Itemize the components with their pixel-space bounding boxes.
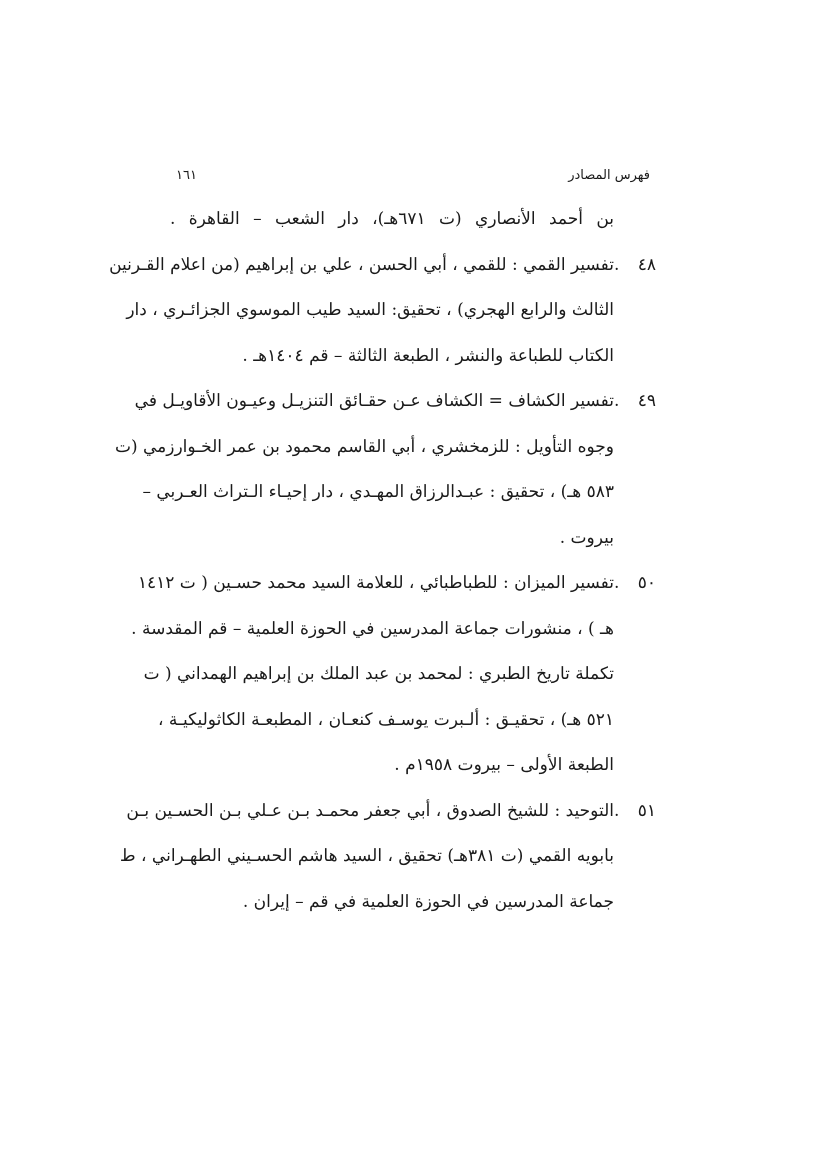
line-text: الطبعة الأولى – بيروت ١٩٥٨م . [394, 755, 614, 775]
line-text: هـ ) ، منشورات جماعة المدرسين في الحوزة العلمية – قم المقدسة . [131, 618, 614, 639]
text-line [170, 197, 656, 243]
line-text: بن أحمد الأنصاري (ت ٦٧١هـ)، دار الشعب – القاهرة . [170, 209, 615, 229]
text-line [126, 288, 656, 334]
line-text: ٥٢١ هـ) ، تحقيـق : ألـبرت يوسـف كنعـان ، المطبعـة الكاثوليكيـة ، [157, 709, 614, 730]
text-line [134, 379, 656, 425]
line-text: تفسير الكشاف = الكشاف عـن حقـائق التنزيـل وعيـون الأقاويـل في [134, 391, 614, 411]
text-line [170, 516, 656, 562]
text-line [126, 789, 656, 835]
line-text: تكملة تاريخ الطبري : لمحمد بن عبد الملك بن إبراهيم الهمداني ( ت [143, 664, 614, 684]
text-line [170, 880, 656, 926]
line-text: جماعة المدرسين في الحوزة العلمية في قم – إيران . [242, 891, 614, 912]
text-line [170, 334, 656, 380]
text-line [131, 607, 656, 653]
line-text: تفسير الميزان : للطباطبائي ، للعلامة السيد محمد حسـين ( ت ١٤١٢ [137, 573, 614, 593]
text-line [137, 561, 656, 607]
text-line [119, 834, 656, 880]
entry-number: ٥٠ . [614, 573, 656, 593]
text-line [170, 743, 656, 789]
text-line [143, 652, 656, 698]
line-text: تفسير القمي : للقمي ، أبي الحسن ، علي بن إبراهيم (من اعلام القـرنين [109, 254, 614, 275]
text-line [157, 698, 656, 744]
page-number: ١٦١ [176, 168, 197, 183]
entry-number: ٤٨ . [614, 254, 656, 275]
running-header [176, 164, 650, 188]
entry-number: ٥١ . [614, 800, 656, 821]
line-text: بيروت . [559, 527, 614, 548]
bibliography-list [109, 197, 656, 925]
line-text: الثالث والرابع الهجري) ، تحقيق: السيد طيب الموسوي الجزائـري ، دار [126, 300, 614, 320]
text-line [142, 470, 656, 516]
text-line [109, 243, 656, 289]
header-title: فهرس المصادر [568, 168, 650, 183]
text-line [114, 425, 656, 471]
line-text: بابويه القمي (ت ٣٨١هـ) تحقيق ، السيد هاشم الحسـيني الطهـراني ، ط [119, 846, 614, 866]
line-text: الكتاب للطباعة والنشر ، الطبعة الثالثة – قم ١٤٠٤هـ . [242, 345, 614, 366]
line-text: التوحيد : للشيخ الصدوق ، أبي جعفر محمـد بـن عـلي بـن الحسـين بـن [126, 800, 614, 821]
line-text: وجوه التأويل : للزمخشري ، أبي القاسم محمود بن عمر الخـوارزمي (ت [114, 436, 614, 457]
entry-number: ٤٩ . [614, 391, 656, 411]
line-text: ٥٨٣ هـ) ، تحقيق : عبـدالرزاق المهـدي ، دار إحيـاء الـتراث العـربي – [142, 482, 614, 502]
